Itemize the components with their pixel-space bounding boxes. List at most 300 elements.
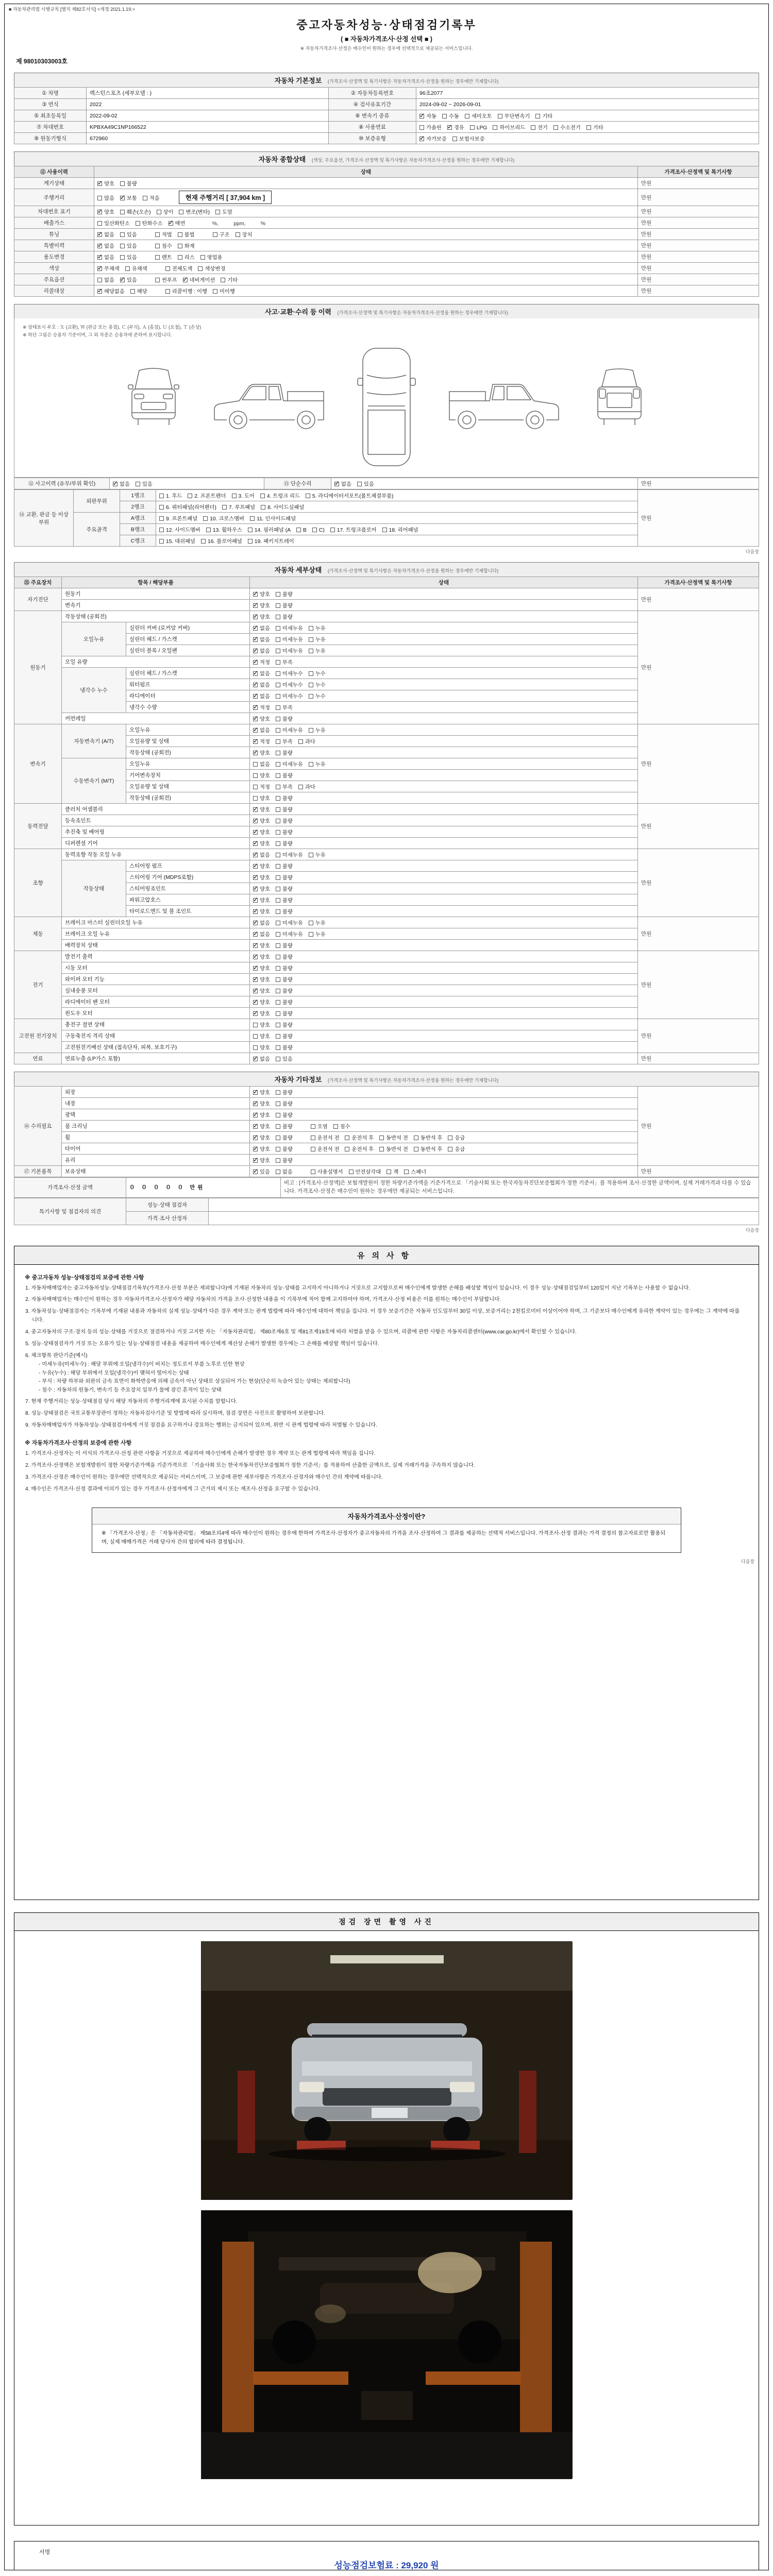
state-cell — [250, 917, 638, 928]
checkbox — [253, 1090, 258, 1095]
checkbox — [97, 221, 102, 226]
device-item-label: 휠 — [62, 1132, 250, 1143]
next-page-note: 다음장 — [745, 549, 759, 554]
device-item-label: 브레이크 마스터 실린더오일 누유 — [62, 917, 250, 928]
device-item-label: 작동상태 (공회전) — [126, 747, 250, 758]
device-category-label: 수동변속기 (M/T) — [62, 758, 126, 804]
price-cell: 만원 — [638, 1087, 759, 1166]
checkbox-option: 영업용 — [200, 253, 223, 261]
checkbox-option: 썬루프 — [155, 276, 177, 283]
price-definition-box — [92, 1507, 681, 1553]
device-item-label: 라디에이터 팬 모터 — [62, 996, 250, 1008]
checkbox-option: 유채색 — [125, 264, 147, 272]
state-cell — [250, 1098, 638, 1109]
checkbox — [165, 289, 170, 294]
checkbox — [276, 887, 280, 891]
checkbox-option: 불량 — [276, 964, 293, 972]
checkbox-option: 불량 — [276, 998, 293, 1006]
checkbox — [120, 196, 125, 200]
device-item-label: 파워고압호스 — [126, 894, 250, 906]
basic-info-row — [14, 99, 759, 110]
checkbox-option: 탄화수소 — [136, 219, 163, 227]
state-cell — [250, 713, 638, 724]
rank-items — [156, 513, 638, 524]
checkbox — [155, 244, 160, 248]
checkbox — [97, 289, 102, 294]
section-title: 자동차 기본정보 — [274, 77, 322, 84]
row-label: 주요옵션 — [14, 274, 94, 285]
field-label: ⑦ 차대번호 — [14, 122, 87, 133]
basic-info-row — [14, 110, 759, 122]
checkbox-option: ✓ 없음 — [253, 669, 270, 677]
checkbox-option: ✓ 적정 — [253, 703, 270, 711]
device-item-label: 실린더 블록 / 오일팬 — [126, 645, 250, 656]
column-header: ⑪ 사용이력 — [14, 166, 94, 178]
checkbox — [253, 773, 258, 778]
checkbox — [159, 494, 164, 498]
price-cell: 만원 — [638, 804, 759, 849]
device-group-label: 자기진단 — [14, 588, 62, 611]
field-value — [87, 99, 329, 110]
vehicle-damage-diagrams — [14, 338, 759, 474]
checkbox — [253, 785, 258, 789]
checkbox — [276, 1136, 280, 1140]
device-item-label: 작동상태 (공회전) — [126, 792, 250, 804]
checkbox-option: ✓ 양호 — [253, 1133, 270, 1141]
checkbox-option: ✓ 없음 — [97, 253, 114, 261]
column-header: 상태 — [250, 577, 638, 588]
device-item-label: 스티어링조인트 — [126, 883, 250, 894]
checkbox — [311, 1147, 315, 1151]
checkbox — [276, 671, 280, 676]
checkbox — [253, 728, 258, 733]
checkbox — [276, 1113, 280, 1117]
checkbox — [113, 482, 117, 486]
row-label: 튜닝 — [14, 229, 94, 240]
field-label: ⑧ 사용연료 — [329, 122, 416, 133]
detail-row — [14, 1087, 759, 1098]
checkbox-option: ✓ 양호 — [253, 715, 270, 722]
checkbox — [253, 671, 258, 676]
checkbox — [120, 181, 125, 186]
checkbox — [253, 807, 258, 812]
checkbox-option: 해당 — [130, 287, 147, 295]
checkbox — [253, 1011, 258, 1016]
checkbox — [276, 637, 280, 642]
amount-unit: 만원 — [190, 1184, 206, 1191]
checkbox-option: 3. 도어 — [232, 492, 255, 499]
checkbox-option: 응급 — [448, 1133, 465, 1141]
checkbox — [253, 683, 258, 687]
checkbox — [498, 114, 502, 118]
checkbox-option: 없음 — [253, 760, 270, 768]
checkbox-option: ✓ 없음 — [253, 930, 270, 938]
checkbox — [386, 1170, 391, 1174]
checkbox-option: ✓ 보통 — [120, 194, 137, 201]
state-cell — [250, 838, 638, 849]
checkbox — [253, 603, 258, 608]
checkbox — [276, 989, 280, 993]
checkbox — [253, 966, 258, 971]
checkbox — [183, 278, 188, 282]
field-value — [416, 99, 759, 110]
checkbox-option: 있음 — [276, 1055, 293, 1062]
device-item-label: 오일누유 — [126, 724, 250, 736]
state-cell — [250, 702, 638, 713]
device-item-label: 실린더 커버 (로커암 커버) — [126, 622, 250, 634]
checkbox — [253, 626, 258, 631]
checkbox-option: ✓ 있음 — [120, 276, 137, 283]
field-label: ⑫ 사고이력 (유무/부위 확인) — [14, 478, 110, 489]
checkbox-option: 미세누수 — [276, 692, 303, 700]
device-group-label: 제동 — [14, 917, 62, 951]
checkbox — [276, 649, 280, 653]
checkbox-option: 불량 — [276, 1021, 293, 1028]
checkbox — [136, 482, 140, 486]
notice-section — [14, 1246, 759, 1900]
checkbox-option: ✓ 양호 — [253, 998, 270, 1006]
device-item-label: 동력조향 작동 오일 누유 — [62, 849, 250, 860]
checkbox — [309, 637, 313, 642]
checkbox — [253, 1158, 258, 1163]
checkbox-option: ✓ 양호 — [253, 590, 270, 598]
checkbox — [253, 660, 258, 665]
diagram-rear-view — [594, 363, 645, 451]
checkbox-option: 불량 — [276, 749, 293, 756]
device-item-label: 외장 — [62, 1087, 250, 1098]
checkbox — [253, 796, 258, 801]
device-category-label: 오일누유 — [62, 622, 126, 656]
checkbox — [349, 1170, 354, 1174]
checkbox-option: ✓ 해당없음 — [97, 287, 125, 295]
price-cell: 만원 — [638, 478, 759, 489]
opinion-text — [209, 1211, 759, 1225]
opinion-row — [14, 1198, 759, 1211]
checkbox-option: 10. 크로스멤버 — [203, 514, 244, 522]
checkbox — [253, 637, 258, 642]
checkbox — [276, 943, 280, 948]
section-other-info-header — [14, 1072, 759, 1086]
device-item-label: 실린더 헤드 / 가스켓 — [126, 668, 250, 679]
row-label: 배출가스 — [14, 217, 94, 229]
checkbox — [330, 528, 335, 532]
checkbox-option: 변조(변타) — [179, 208, 210, 215]
checkbox-option: 불량 — [276, 805, 293, 813]
checkbox — [452, 137, 457, 141]
checkbox-option: 과다 — [298, 737, 315, 745]
checkbox-option: ✓ 양호 — [253, 601, 270, 609]
checkbox — [253, 921, 258, 925]
checkbox — [130, 289, 135, 294]
checkbox — [276, 1011, 280, 1016]
row-label: 용도변경 — [14, 251, 94, 263]
checkbox — [253, 898, 258, 903]
signature-section — [14, 2541, 759, 2571]
checkbox-option: 기타 — [586, 123, 603, 131]
device-item-label: 와이퍼 모터 기능 — [62, 974, 250, 985]
device-category-label: 냉각수 누수 — [62, 668, 126, 713]
checkbox — [276, 807, 280, 812]
device-item-label: 기어변속장치 — [126, 770, 250, 781]
checkbox-option: 불량 — [276, 1032, 293, 1040]
checkbox — [334, 482, 339, 486]
checkbox — [203, 516, 208, 521]
device-item-label: 브레이크 오일 누유 — [62, 928, 250, 940]
checkbox — [253, 649, 258, 653]
device-item-label: 변속기 — [62, 600, 250, 611]
device-item-label: 오일 유량 — [62, 656, 250, 668]
section-note: (가격조사·산정액 및 특기사항은 자동차가격조사·산정을 원하는 경우에만 기재합니다) — [327, 79, 499, 84]
checkbox-option: 불량 — [276, 794, 293, 802]
checkbox — [296, 528, 301, 532]
device-item-label: 타이로드엔드 및 볼 조인트 — [126, 906, 250, 917]
checkbox — [276, 1170, 280, 1174]
checkbox — [155, 232, 160, 237]
condition-row — [14, 285, 759, 297]
price-cell: 만원 — [638, 274, 759, 285]
page-title: 중고자동차성능·상태점검기록부 — [296, 19, 477, 31]
detail-row — [14, 1019, 759, 1030]
checkbox-option: 누수 — [309, 669, 326, 677]
checkbox — [97, 255, 102, 260]
row-label: 계기상태 — [14, 178, 94, 189]
checkbox — [309, 683, 313, 687]
state-cell — [250, 792, 638, 804]
checkbox-option: 양호 — [253, 771, 270, 779]
checkbox-option: 동반석 후 — [414, 1145, 443, 1153]
checkbox-option: 기타 — [221, 276, 238, 283]
checkbox-option: ✓ 양호 — [253, 941, 270, 949]
checkbox — [201, 539, 206, 544]
checkbox-option: 운전석 후 — [345, 1133, 374, 1141]
checkbox-option: 13. 휠하우스 — [206, 526, 242, 533]
notice-item: 3. 가격조사·산정은 매수인이 원하는 경우에만 선택적으로 제공되는 서비스이며, 그 보증에 관한 세부사항은 가격조사·산정자와 매수인 간의 계약에 따릅니다. — [25, 1475, 383, 1481]
state-cell — [250, 600, 638, 611]
checkbox — [276, 1057, 280, 1061]
checkbox-option: 불량 — [276, 1088, 293, 1096]
state-cell — [250, 622, 638, 634]
checkbox-option: ✓ 양호 — [253, 1156, 270, 1164]
checkbox-option: 수동 — [442, 112, 459, 120]
device-item-label: 라디에이터 — [126, 690, 250, 702]
checkbox — [276, 683, 280, 687]
field-label: ⑥ 변속기 종류 — [329, 110, 416, 122]
checkbox-option: 동반석 후 — [414, 1133, 443, 1141]
checkbox-option: 14. 필러패널 (A — [248, 526, 291, 533]
checkbox-option: ✓ 자가보증 — [419, 134, 447, 142]
state-cell — [250, 883, 638, 894]
notice-items-a — [14, 1284, 759, 1431]
field-value — [416, 122, 759, 133]
device-group-label: ⑯ 수리필요 — [14, 1087, 62, 1166]
checkbox — [261, 505, 265, 510]
checkbox-option: 불량 — [276, 1043, 293, 1051]
checkbox-option: 리스 — [178, 253, 195, 261]
state-cell — [250, 1155, 638, 1166]
checkbox — [276, 773, 280, 778]
inspection-photo-underbody — [201, 2210, 572, 2479]
panel-group-label: 외판부위 — [74, 490, 120, 513]
notice-item: 1. 가격조사·산정자는 이 서식의 가격조사·산정 관련 사항을 거짓으로 제공하여 매수인에게 손해가 발생한 경우 계약 또는 관계 법령에 따라 책임을 집니다. — [25, 1451, 376, 1457]
state-cell — [250, 815, 638, 826]
checkbox — [155, 255, 160, 260]
device-item-label: 추진축 및 베어링 — [62, 826, 250, 838]
next-page-note: 다음장 — [741, 1559, 754, 1565]
state-cell — [250, 1042, 638, 1053]
state-cell — [250, 940, 638, 951]
notice-subline: - 부식 : 차량 하부와 외판의 금속 표면이 화학반응에 의해 금속이 아닌 상태로 상실되어 가는 현상(단순히 녹슬어 있는 상태는 제외합니다) — [39, 1379, 350, 1385]
checkbox-option: 누수 — [309, 692, 326, 700]
checkbox-option: ✓ 적정 — [253, 737, 270, 745]
inspection-insurance-fee: 성능점검보험료 : 29,920 원 — [334, 2561, 439, 2570]
definition-title: 자동차가격조사·산정이란? — [92, 1508, 681, 1524]
checkbox-option: 침수 — [333, 1122, 350, 1130]
checkbox — [414, 1147, 418, 1151]
checkbox-option: ✓ 양호 — [97, 208, 114, 215]
price-cell: 만원 — [638, 1166, 759, 1177]
price-cell: 만원 — [638, 178, 759, 189]
checkbox — [253, 615, 258, 619]
field-label: ⑬ 단순수리 — [264, 478, 331, 489]
checkbox — [309, 671, 313, 676]
checkbox-option: 렌트 — [155, 253, 172, 261]
checkbox — [253, 1113, 258, 1117]
checkbox-option: ✓ 양호 — [253, 1009, 270, 1017]
opinion-who-label: 가격·조사 산정자 — [126, 1211, 209, 1225]
checkbox-option: 불량 — [276, 1133, 293, 1141]
checkbox-option: 양호 — [253, 1032, 270, 1040]
checkbox-option: ✓ 양호 — [253, 1111, 270, 1118]
state-cell — [94, 251, 638, 263]
section-note: (가격조사·산정액 및 특기사항은 자동차가격조사·산정을 원하는 경우에만 기재합니다) — [327, 568, 499, 573]
state-cell — [250, 736, 638, 747]
checkbox-option: ✓ 양호 — [253, 839, 270, 847]
checkbox — [276, 1158, 280, 1163]
notice-subtitle-a: ※ 중고자동차 성능·상태점검의 보증에 관한 사항 — [25, 1274, 144, 1281]
field-value — [416, 110, 759, 122]
checkbox — [276, 1034, 280, 1039]
appraisal-amount — [126, 1178, 281, 1198]
state-cell — [250, 1121, 638, 1132]
checkbox-option: 누유 — [309, 624, 326, 632]
inspector-opinion-table — [14, 1198, 759, 1225]
checkbox-option: 6. 쿼터패널(리어펜더) — [159, 503, 216, 511]
other-info-table — [14, 1086, 759, 1177]
section-title: 자동차 기타정보 — [274, 1076, 322, 1083]
price-cell: 만원 — [638, 917, 759, 951]
field-label: ⑤ 최초등록일 — [14, 110, 87, 122]
field-value-text: KPBXA49C1NP166522 — [90, 124, 146, 130]
checkbox-option: 불량 — [276, 1009, 293, 1017]
device-item-label: 등속조인트 — [62, 815, 250, 826]
notice-item: 1. 자동차매매업자는 중고자동차성능·상태점검기록부(가격조사·산정 부분은 제외합니다)에 기재된 자동차의 성능·상태를 고지하지 아니하거나 거짓으로 고지함으로써 매수인에게 발생한 손해를 배상할 책임이 있습니다. 이 경우 성능·상태점검일부터 120일이 지난 기록부는 사용할 수 없습니다. — [25, 1285, 691, 1291]
column-header: 가격조사·산정액 및 특기사항 — [638, 577, 759, 588]
condition-row — [14, 240, 759, 251]
checkbox — [222, 505, 227, 510]
checkbox-option: ✓ 없음 — [97, 230, 114, 238]
checkbox-option: 누유 — [309, 930, 326, 938]
checkbox-option: ✓ 양호 — [253, 873, 270, 881]
checkbox-option: 오염 — [311, 1122, 328, 1130]
detail-row — [14, 1053, 759, 1064]
checkbox — [253, 762, 258, 767]
price-cell: 만원 — [638, 724, 759, 804]
checkbox — [213, 289, 217, 294]
device-item-label: 실내송풍 모터 — [62, 985, 250, 996]
section-note: (가격조사·산정액 및 특기사항은 자동차가격조사·산정을 원하는 경우에만 기재합니다) — [337, 310, 508, 315]
notice-title: 유의사항 — [14, 1246, 759, 1265]
detail-row — [14, 588, 759, 600]
state-cell — [94, 263, 638, 274]
device-category-label: 작동상태 — [62, 860, 126, 917]
checkbox-option: 16. 플로어패널 — [201, 537, 242, 545]
condition-row — [14, 206, 759, 217]
checkbox — [159, 528, 164, 532]
checkbox — [276, 898, 280, 903]
checkbox-option: ✓ 없음 — [253, 635, 270, 643]
state-cell — [250, 645, 638, 656]
checkbox — [253, 1124, 258, 1129]
device-item-label: 워터펌프 — [126, 679, 250, 690]
state-cell — [250, 634, 638, 645]
checkbox — [298, 739, 303, 744]
state-cell — [250, 974, 638, 985]
checkbox — [276, 1090, 280, 1095]
checkbox-option: 누유 — [309, 919, 326, 926]
rank-label: A랭크 — [120, 513, 156, 524]
checkbox — [155, 278, 160, 282]
checkbox-option: ✓ 없음 — [253, 1055, 270, 1062]
checkbox-option: 적정 — [253, 783, 270, 790]
table-header-row — [14, 166, 759, 178]
device-group-label: 전기 — [14, 951, 62, 1019]
price-cell: 만원 — [638, 229, 759, 240]
checkbox-option: 불량 — [276, 1122, 293, 1130]
signature-label: 서명 — [39, 2549, 51, 2555]
checkbox — [276, 705, 280, 710]
checkbox — [97, 210, 102, 214]
checkbox — [97, 196, 102, 200]
checkbox-option: 미세누유 — [276, 726, 303, 734]
state-cell — [250, 894, 638, 906]
checkbox-option: 부족 — [276, 737, 293, 745]
device-group-label: ⑰ 기본품목 — [14, 1166, 62, 1177]
checkbox — [470, 125, 475, 130]
device-group-label: 조향 — [14, 849, 62, 917]
state-cell — [250, 928, 638, 940]
field-value-text: 96조2077 — [419, 90, 443, 96]
checkbox-option: 불량 — [276, 817, 293, 824]
section-title: 자동차 종합상태 — [258, 156, 306, 163]
state-cell — [250, 951, 638, 962]
checkbox — [357, 482, 362, 486]
checkbox — [276, 717, 280, 721]
table-header-row — [14, 577, 759, 588]
checkbox-option: ✓ 없음 — [97, 242, 114, 249]
state-cell — [250, 872, 638, 883]
device-item-label: 원동기 — [62, 588, 250, 600]
checkbox-option: 미이행 — [213, 287, 235, 295]
checkbox — [125, 266, 130, 271]
price-cell: 만원 — [638, 206, 759, 217]
document-number: 제 98010303003호 — [16, 58, 68, 65]
state-cell — [250, 770, 638, 781]
state-cell — [250, 679, 638, 690]
checkbox — [253, 1000, 258, 1005]
state-cell — [94, 229, 638, 240]
checkbox — [97, 232, 102, 237]
state-cell — [250, 1166, 638, 1177]
